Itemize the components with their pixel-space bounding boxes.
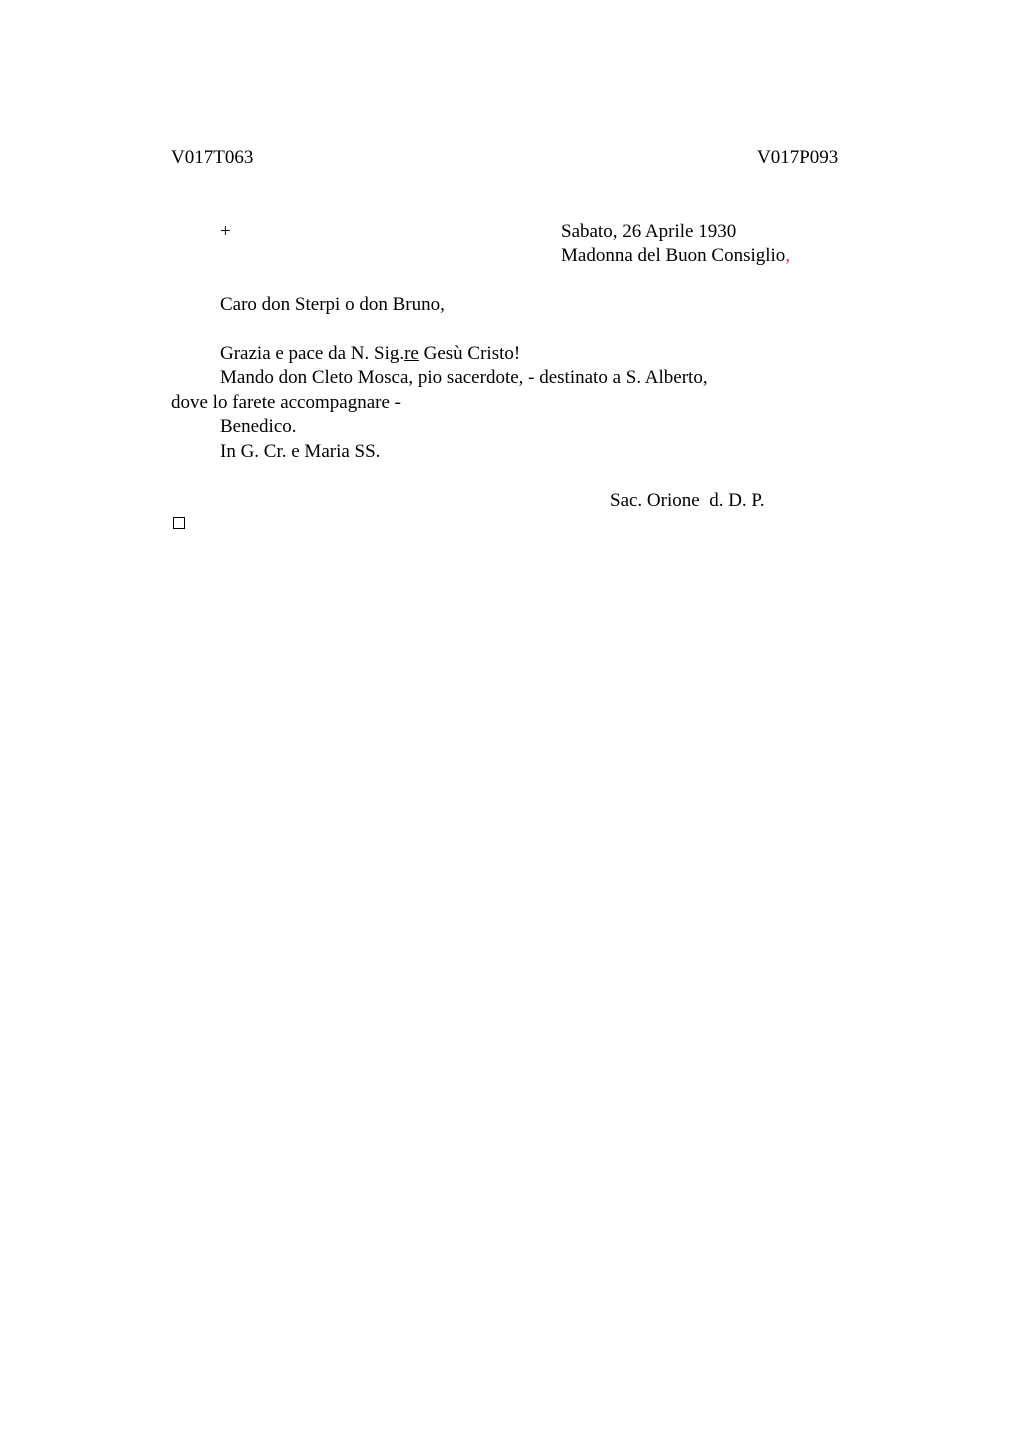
body-line-1: Mando don Cleto Mosca, pio sacerdote, - destinato a S. Alberto,	[220, 367, 708, 388]
greeting-abbrev: re	[404, 343, 419, 364]
greeting-post: Gesù Cristo!	[418, 343, 521, 364]
salutation: Caro don Sterpi o don Bruno,	[220, 294, 445, 315]
blessing-line: Benedico.	[220, 416, 297, 437]
feast-comma: ,	[785, 245, 791, 266]
header-right-code: V017P093	[757, 147, 839, 168]
cross-mark: +	[220, 221, 231, 242]
body-line-2: dove lo farete accompagnare -	[171, 392, 401, 413]
header-left-code: V017T063	[171, 147, 254, 168]
greeting-pre: Grazia e pace da N. Sig.	[220, 343, 405, 364]
closing-line: In G. Cr. e Maria SS.	[220, 441, 381, 462]
signature: Sac. Orione d. D. P.	[610, 490, 765, 511]
greeting-line	[220, 342, 520, 366]
feast-line	[561, 244, 790, 268]
feast-text: Madonna del Buon Consiglio	[561, 245, 786, 266]
end-of-document-box-icon	[173, 517, 185, 529]
date-line: Sabato, 26 Aprile 1930	[561, 221, 737, 242]
